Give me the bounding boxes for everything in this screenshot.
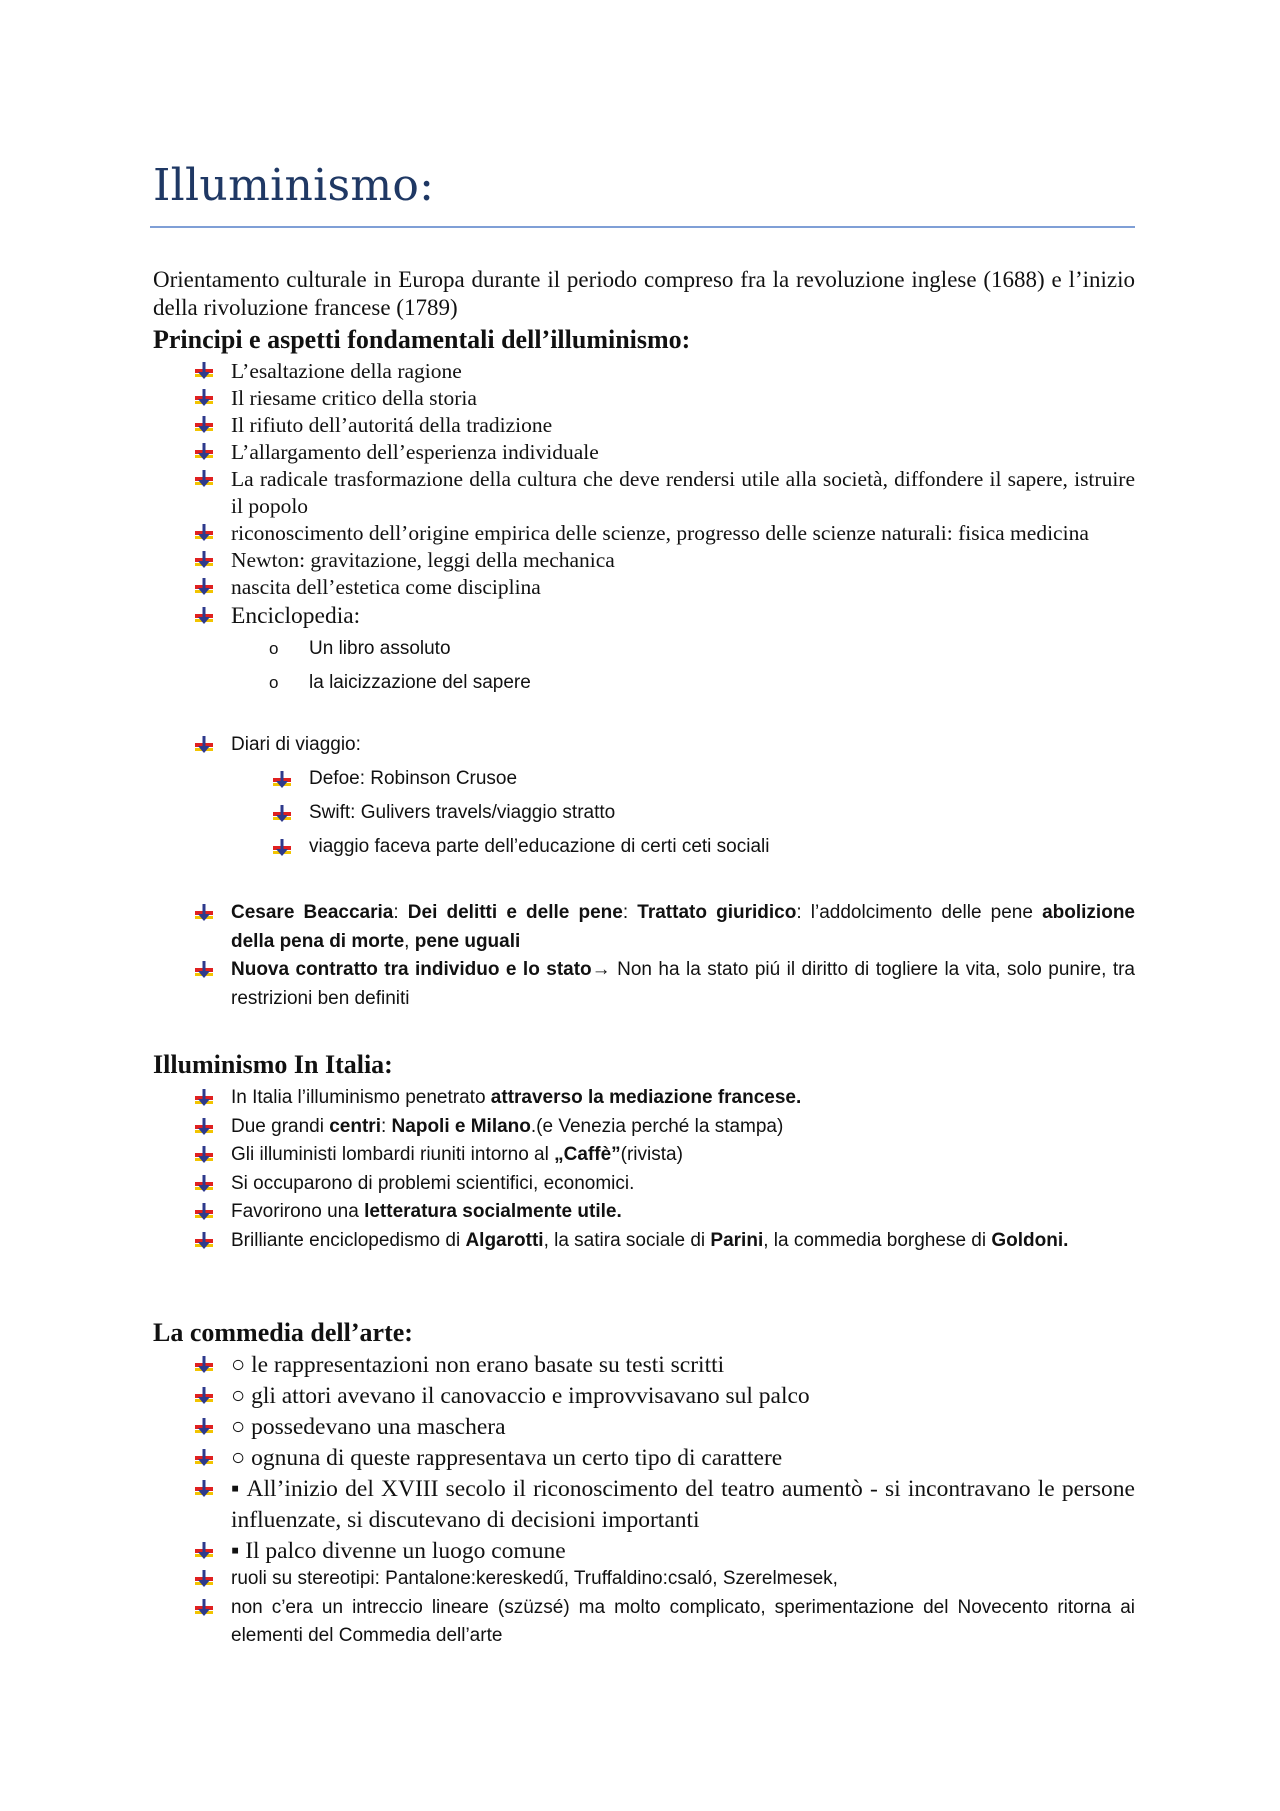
arrow-bullet-icon [195,1599,213,1617]
list-item: ○ ognuna di queste rappresentava un certo tipo di carattere [195,1443,1135,1474]
list-item: La radicale trasformazione della cultura che deve rendersi utile alla società, diffondere il sapere, istruire il popolo [195,466,1135,520]
list-item: nascita dell’estetica come disciplina [195,574,1135,601]
arrow-bullet-icon [273,839,291,857]
arrow-bullet-icon [195,1089,213,1107]
page-title: Illuminismo: [153,160,435,211]
principi-heading: Principi e aspetti fondamentali dell’illuminismo: [153,325,691,354]
principi-list [195,358,1135,700]
arrow-bullet-icon [195,524,213,542]
arrow-bullet-icon [195,1232,213,1250]
list-item: ▪ All’inizio del XVIII secolo il riconoscimento del teatro aumentò - si incontravano le persone influenzate, si discutevano di decisioni importanti [195,1474,1135,1536]
arrow-bullet-icon [195,1449,213,1467]
list-item: ▪ Il palco divenne un luogo comune [195,1536,1135,1567]
diari-sublist [273,762,1135,864]
arrow-bullet-icon [195,1387,213,1405]
list-item: Brilliante enciclopedismo di Algarotti, la satira sociale di Parini, la commedia borghese di Goldoni. [195,1227,1135,1256]
list-item: riconoscimento dell’origine empirica delle scienze, progresso delle scienze naturali: fisica medicina [195,520,1135,547]
circle-bullet-icon: o [269,673,279,692]
italia-heading: Illuminismo In Italia: [153,1050,393,1079]
italia-list [195,1084,1135,1255]
list-item: non c’era un intreccio lineare (szüzsé) ma molto complicato, sperimentazione del Novecento ritorna ai elementi del Commedia dell’arte [195,1594,1135,1651]
arrow-icon: → [591,959,611,980]
arrow-bullet-icon [195,1480,213,1498]
list-item: ○ possedevano una maschera [195,1412,1135,1443]
arrow-bullet-icon [195,470,213,488]
list-item: L’allargamento dell’esperienza individuale [195,439,1135,466]
arrow-bullet-icon [195,1118,213,1136]
circle-bullet-icon: o [269,639,279,658]
list-item: Il rifiuto dell’autoritá della tradizione [195,412,1135,439]
arrow-bullet-icon [195,607,213,625]
sublist-item: viaggio faceva parte dell’educazione di certi ceti sociali [273,830,1135,864]
list-item: ○ gli attori avevano il canovaccio e improvvisavano sul palco [195,1381,1135,1412]
arrow-bullet-icon [195,961,213,979]
sublist-item: Defoe: Robinson Crusoe [273,762,1135,796]
diari-list [195,728,1135,864]
commedia-heading: La commedia dell’arte: [153,1318,413,1347]
commedia-list [195,1350,1135,1567]
arrow-bullet-icon [195,1542,213,1560]
list-item-diari: Diari di viaggio: Defoe: Robinson Crusoe Swift: Gulivers travels/viaggio stratto viaggio faceva parte dell’educazione di certi ceti sociali [195,728,1135,864]
arrow-bullet-icon [195,736,213,754]
list-item: ruoli su stereotipi: Pantalone:kereskedű, Truffaldino:csaló, Szerelmesek, [195,1565,1135,1594]
arrow-bullet-icon [195,443,213,461]
list-item-beccaria: Cesare Beaccaria: Dei delitti e delle pene: Trattato giuridico: l’addolcimento delle pene abolizione della pena di morte, pene uguali [195,899,1135,956]
list-item-contratto: Nuova contratto tra individuo e lo stato→ Non ha la stato piú il diritto di togliere la vita, solo punire, tra restrizioni ben definiti [195,956,1135,1013]
arrow-bullet-icon [195,389,213,407]
enciclopedia-sublist [269,632,1135,700]
list-item: Il riesame critico della storia [195,385,1135,412]
list-item: ○ le rappresentazioni non erano basate su testi scritti [195,1350,1135,1381]
arrow-bullet-icon [195,1418,213,1436]
arrow-bullet-icon [195,904,213,922]
list-item-enciclopedia: Enciclopedia: o Un libro assoluto o la laicizzazione del sapere [195,601,1135,700]
sublist-item: o Un libro assoluto [309,632,1135,666]
arrow-bullet-icon [195,1570,213,1588]
sublist-item: o la laicizzazione del sapere [309,666,1135,700]
title-underline [150,226,1135,228]
intro-paragraph: Orientamento culturale in Europa durante il periodo compreso fra la revoluzione inglese (1688) e l’inizio della rivoluzione francese (1789) [153,267,1135,320]
arrow-bullet-icon [195,1203,213,1221]
arrow-bullet-icon [195,416,213,434]
arrow-bullet-icon [195,1146,213,1164]
list-item: Gli illuministi lombardi riuniti intorno al „Caffè”(rivista) [195,1141,1135,1170]
beccaria-list [195,899,1135,1013]
commedia-list-2 [195,1565,1135,1651]
arrow-bullet-icon [195,1175,213,1193]
list-item: Si occuparono di problemi scientifici, economici. [195,1170,1135,1199]
arrow-bullet-icon [195,1356,213,1374]
list-item: In Italia l’illuminismo penetrato attraverso la mediazione francese. [195,1084,1135,1113]
arrow-bullet-icon [195,578,213,596]
arrow-bullet-icon [273,805,291,823]
list-item: Newton: gravitazione, leggi della mechanica [195,547,1135,574]
sublist-item: Swift: Gulivers travels/viaggio stratto [273,796,1135,830]
arrow-bullet-icon [195,362,213,380]
arrow-bullet-icon [195,551,213,569]
list-item: L’esaltazione della ragione [195,358,1135,385]
list-item: Favorirono una letteratura socialmente utile. [195,1198,1135,1227]
arrow-bullet-icon [273,771,291,789]
list-item: Due grandi centri: Napoli e Milano.(e Venezia perché la stampa) [195,1113,1135,1142]
